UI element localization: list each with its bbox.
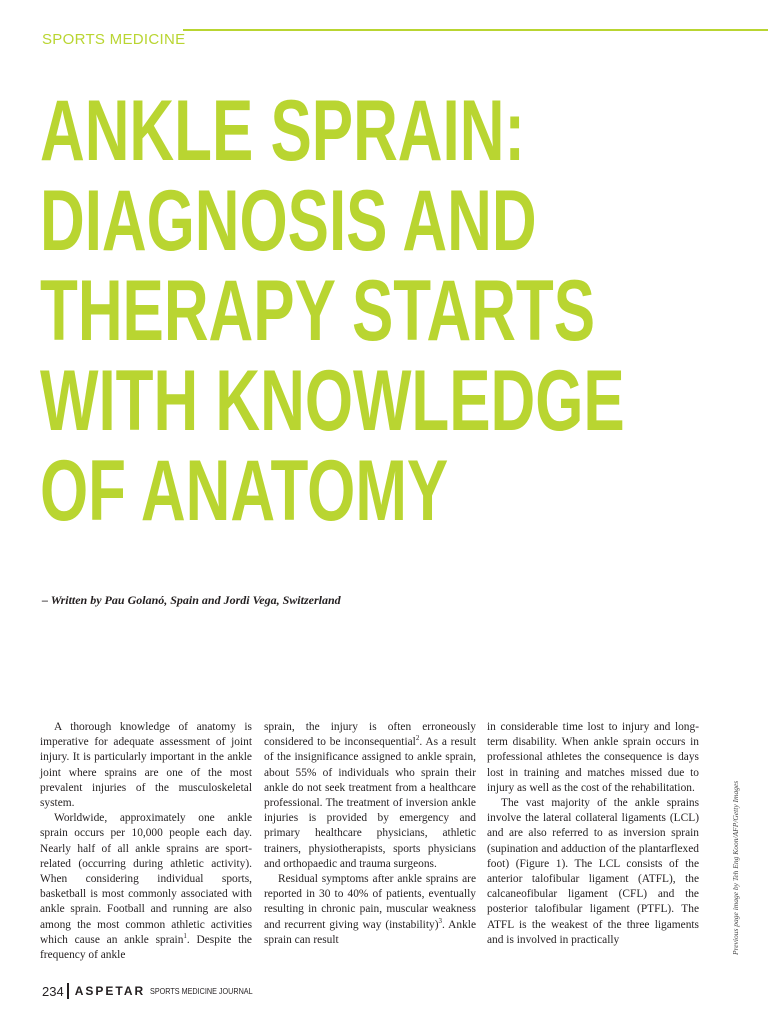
- paragraph: A thorough knowledge of anatomy is imperative for adequate assessment of joint injury. It is particularly important in the ankle joint where sprains are one of the most prevalent injuries of the musculoskeletal system.: [40, 721, 252, 810]
- title-line: OF ANATOMY: [40, 443, 449, 539]
- paragraph: [264, 720, 476, 872]
- paragraph-text: sprain, the injury is often erroneously considered to be inconsequential: [264, 721, 476, 749]
- footer-divider: [67, 983, 69, 999]
- paragraph: in considerable time lost to injury and long-term disability. When ankle sprain occurs in professional athletes the consequence is days lost in training and matches missed due to injury as well as the cost of the rehabilitation.: [487, 721, 699, 794]
- title-line: ANKLE SPRAIN:: [40, 83, 526, 179]
- byline: – Written by Pau Golanó, Spain and Jordi Vega, Switzerland: [42, 593, 341, 607]
- paragraph-text: . Ankle sprain can result: [264, 918, 477, 946]
- reference-marker: 2: [415, 734, 420, 743]
- header-rule: [183, 29, 768, 31]
- paragraph: [264, 872, 476, 948]
- photo-credit: Previous page image by Teh Eng Koon/AFP/Getty Images: [731, 780, 740, 955]
- paragraph-text: . As a result of the insignificance assigned to ankle sprain, about 55% of individuals who sprain their ankle do not seek treatment from a healthcare professional. The treatment of inversion ankle injuries is provided by emergency and primary healthcare physicians, athletic trainers, physiotherapists, sports physicians and orthopaedic and trauma surgeons.: [264, 736, 476, 870]
- paragraph: [40, 811, 252, 963]
- body-column-2: [264, 720, 476, 948]
- section-label: SPORTS MEDICINE: [42, 31, 186, 48]
- title-line: WITH KNOWLEDGE: [40, 353, 625, 449]
- page-footer: [42, 983, 271, 999]
- page-number: 234: [42, 983, 64, 999]
- reference-marker: 1: [183, 932, 187, 941]
- article-title: [40, 83, 625, 539]
- body-column-1: [40, 720, 252, 963]
- paragraph-text: Residual symptoms after ankle sprains are reported in 30 to 40% of patients, eventually resulting in chronic pain, muscular weakness and recurrent giving way (instability): [264, 873, 476, 931]
- brand-name: ASPETAR: [74, 984, 146, 998]
- journal-name: SPORTS MEDICINE JOURNAL: [150, 986, 253, 996]
- title-line: THERAPY STARTS: [40, 263, 596, 359]
- paragraph: The vast majority of the ankle sprains involve the lateral collateral ligaments (LCL) and are also referred to as inversion sprain (supination and adduction of the plantarflexed foot) (Figure 1). The LCL consists of the anterior talofibular ligament (ATFL), the calcaneofibular ligament (CFL) and the posterior talofibular ligament (PTFL). The ATFL is the weakest of the three ligaments and is involved in practically: [487, 797, 699, 946]
- title-line: DIAGNOSIS AND: [40, 173, 537, 269]
- paragraph-text: Worldwide, approximately one ankle sprain occurs per 10,000 people each day. Nearly half of all ankle sprains are sport-related (occurring during athletic activity). When considering individual sports, basketball is most commonly associated with ankle sprain. Football and running are also among the most common athletic activities which cause an ankle sprain: [40, 812, 252, 946]
- paragraph-text: . Despite the frequency of ankle: [40, 933, 252, 962]
- reference-marker: 3: [438, 916, 443, 925]
- body-column-3: [487, 720, 699, 948]
